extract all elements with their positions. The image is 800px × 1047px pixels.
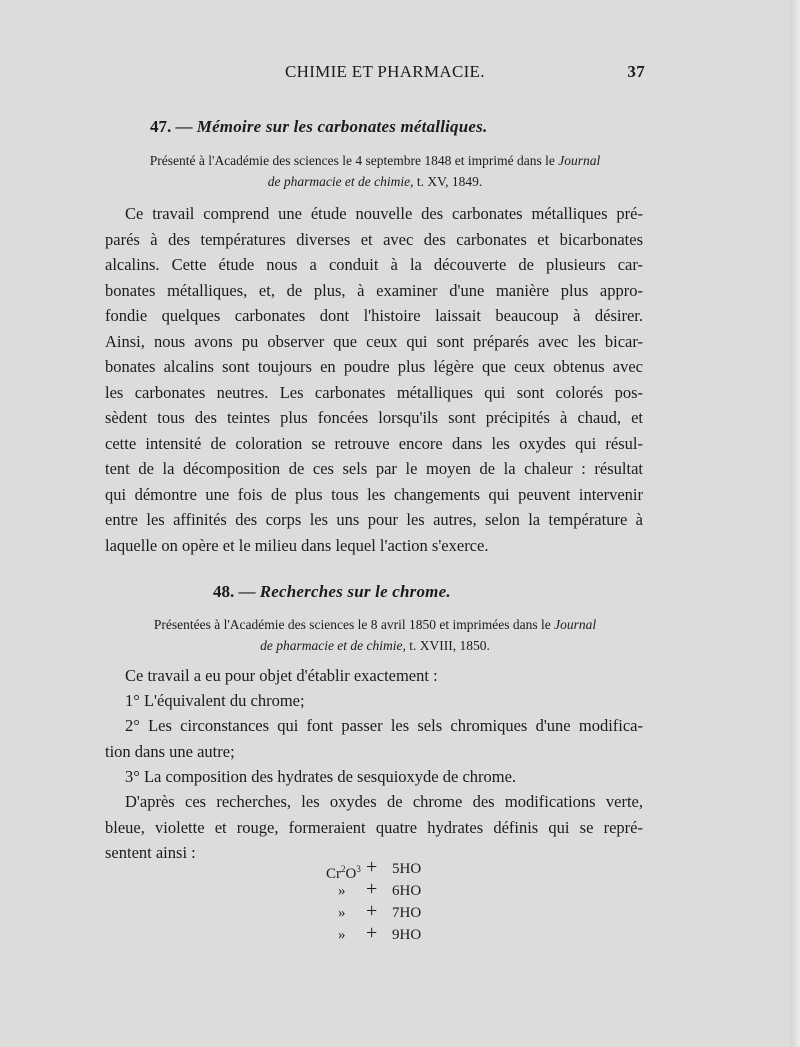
body-line: tent de la décomposition de ces sels par le moyen de la chaleur : résultat — [105, 459, 643, 478]
formula-base: $Cr^2O^3$ — [326, 864, 361, 882]
section-47-number: 47. — — [150, 117, 193, 136]
formula-row — [320, 924, 460, 946]
conclusion-line: D'après ces recherches, les oxydes de chrome des modifications verte, — [125, 792, 643, 811]
body-line: sèdent tous des teintes plus foncées lorsqu'ils sont précipités à chaud, et — [105, 408, 643, 427]
plus-sign: + — [366, 922, 378, 944]
body-line: Ainsi, nous avons pu observer que ceux qui sont préparés avec les bicar- — [105, 331, 643, 351]
list-item-text: 3° La composition des hydrates de sesquioxyde de chrome. — [125, 767, 517, 786]
section-48-note-ref: t. XVIII, 1850. — [409, 638, 490, 653]
formula-water: 5HO — [392, 861, 422, 877]
body-line: Ce travail comprend une étude nouvelle des carbonates métalliques pré- — [125, 204, 643, 223]
body-line: laquelle on opère et le milieu dans lequel l'action s'exerce. — [105, 535, 489, 555]
formula-row — [320, 880, 460, 902]
section-48-conclusion — [105, 789, 643, 866]
section-47-note-text: Présenté à l'Académie des sciences le 4 septembre 1848 et imprimé dans le — [149, 153, 555, 168]
section-47-title: Mémoire sur les carbonates métalliques. — [196, 117, 488, 136]
section-48-intro — [105, 663, 663, 689]
section-47-publication-note — [105, 150, 645, 192]
section-48-note-journal-cont: de pharmacie et de chimie, — [260, 638, 406, 653]
plus-sign: + — [366, 900, 378, 922]
section-48-note-journal: Journal — [554, 617, 597, 632]
section-47-note-ref: t. XV, 1849. — [416, 174, 483, 189]
body-line: entre les affinités des corps les uns pour les autres, selon la température à — [105, 510, 643, 529]
formula-water: 9HO — [392, 927, 422, 943]
ditto-mark: » — [338, 927, 346, 943]
section-47-heading — [150, 117, 487, 137]
section-47-note-journal: Journal — [558, 153, 601, 168]
body-line: les carbonates neutres. Les carbonates métalliques qui sont colorés pos- — [105, 382, 643, 402]
body-line: bonates métalliques, et, de plus, à examiner d'une manière plus appro- — [105, 280, 643, 300]
section-48-number: 48. — — [213, 582, 256, 601]
ditto-mark: » — [338, 883, 346, 899]
section-48-title: Recherches sur le chrome. — [259, 582, 451, 601]
plus-sign: + — [366, 856, 378, 878]
body-line: cette intensité de coloration se retrouve encore dans les oxydes qui résul- — [105, 433, 643, 453]
list-item-1 — [105, 688, 663, 714]
section-48-heading — [213, 582, 451, 602]
list-item-text: tion dans une autre; — [105, 741, 235, 761]
formula-row — [320, 902, 460, 924]
ditto-mark: » — [338, 905, 346, 921]
body-line: fondie quelques carbonates dont l'histoire laissait beaucoup à désirer. — [105, 306, 643, 325]
plus-sign: + — [366, 878, 378, 900]
intro-text: Ce travail a eu pour objet d'établir exactement : — [125, 666, 438, 685]
running-head-title: CHIMIE ET PHARMACIE. — [285, 62, 485, 81]
formula-row — [320, 858, 460, 880]
list-item-2 — [105, 713, 643, 764]
body-line: alcalins. Cette étude nous a conduit à la découverte de plusieurs car- — [105, 255, 643, 274]
hydrate-formulas — [320, 858, 460, 946]
list-item-3 — [105, 764, 663, 790]
section-48-note-text: Présentées à l'Académie des sciences le 8 avril 1850 et imprimées dans le — [153, 617, 551, 632]
section-47-body — [105, 201, 643, 558]
conclusion-line: bleue, violette et rouge, formeraient quatre hydrates définis qui se repré- — [105, 817, 643, 837]
formula-water: 6HO — [392, 883, 422, 899]
page-edge — [790, 0, 800, 1047]
conclusion-line: sentent ainsi : — [105, 843, 196, 862]
body-line: bonates alcalins sont toujours en poudre plus légère que ceux obtenus avec — [105, 357, 643, 376]
list-item-text: 2° Les circonstances qui font passer les sels chromiques d'une modifica- — [125, 716, 643, 735]
body-line: parés à des températures diverses et avec des carbonates et bicarbonates — [105, 229, 643, 249]
body-line: qui démontre une fois de plus tous les changements qui peuvent intervenir — [105, 484, 643, 504]
list-item-text: 1° L'équivalent du chrome; — [125, 691, 305, 710]
formula-water: 7HO — [392, 905, 422, 921]
section-48-publication-note — [105, 614, 645, 656]
section-47-note-journal-cont: de pharmacie et de chimie, — [267, 174, 414, 189]
page-number: 37 — [627, 62, 645, 81]
